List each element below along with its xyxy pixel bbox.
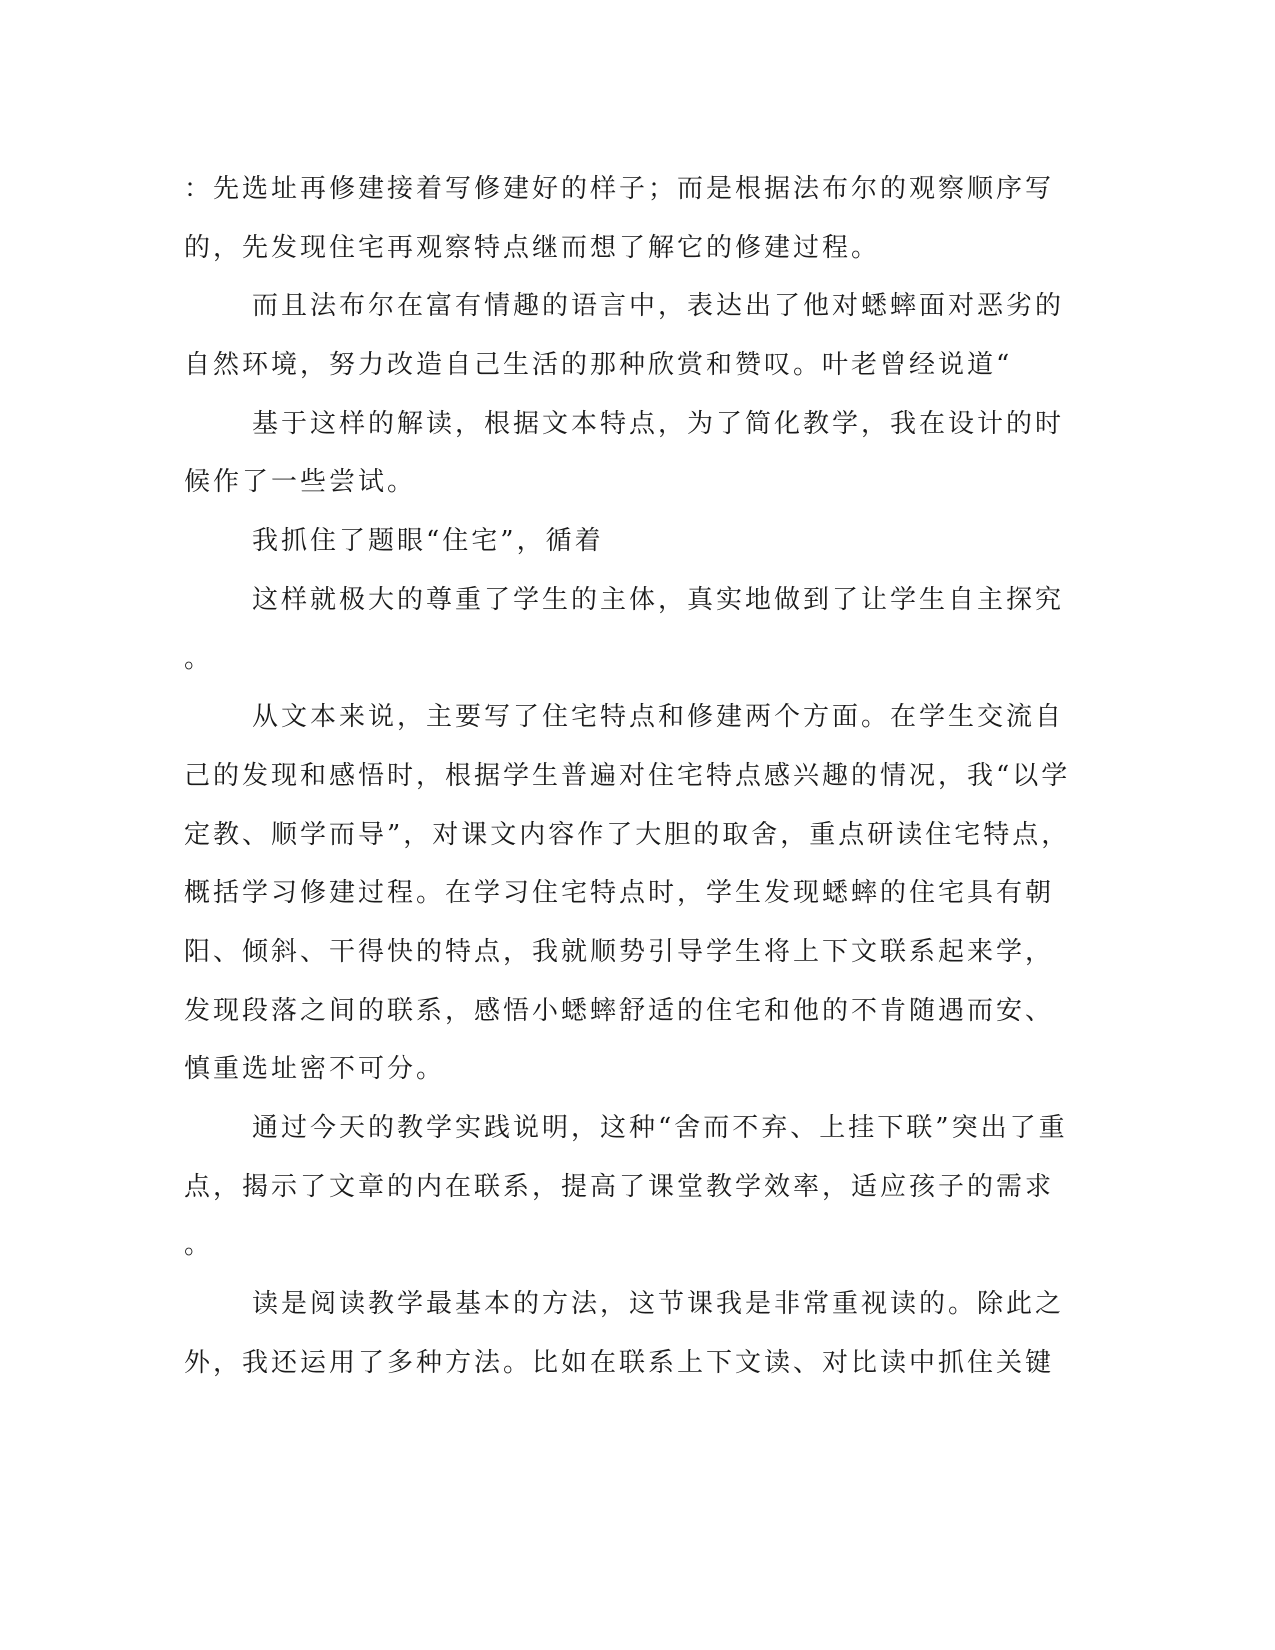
text-line: 概括学习修建过程。在学习住宅特点时，学生发现蟋蟀的住宅具有朝 (184, 878, 1055, 909)
text-line: 。 (184, 1230, 214, 1261)
paragraph-first-line: 这样就极大的尊重了学生的主体，真实地做到了让学生自主探究 (252, 584, 1065, 615)
document-body (184, 160, 1071, 1392)
text-line: 。 (184, 643, 214, 674)
text-line: 自然环境，努力改造自己生活的那种欣赏和赞叹。叶老曾经说道“ (184, 350, 1013, 381)
text-line: 己的发现和感悟时，根据学生普遍对住宅特点感兴趣的情况，我“以学 (184, 760, 1071, 791)
text-line: 发现段落之间的联系，感悟小蟋蟀舒适的住宅和他的不肯随遇而安、 (184, 995, 1055, 1026)
text-line: 点，揭示了文章的内在联系，提高了课堂教学效率，适应孩子的需求 (184, 1171, 1055, 1202)
paragraph-first-line: 读是阅读教学最基本的方法，这节课我是非常重视读的。除此之 (252, 1289, 1065, 1320)
text-line: 阳、倾斜、干得快的特点，我就顺势引导学生将上下文联系起来学， (184, 936, 1055, 967)
text-line: 候作了一些尝试。 (184, 467, 417, 498)
paragraph-first-line: 通过今天的教学实践说明，这种“舍而不弃、上挂下联”突出了重 (252, 1113, 1068, 1143)
paragraph-first-line: 从文本来说，主要写了住宅特点和修建两个方面。在学生交流自 (252, 702, 1065, 733)
text-line: 的，先发现住宅再观察特点继而想了解它的修建过程。 (184, 232, 881, 263)
paragraph-first-line: 而且法布尔在富有情趣的语言中，表达出了他对蟋蟀面对恶劣的 (252, 291, 1065, 322)
paragraph-first-line: 基于这样的解读，根据文本特点，为了简化教学，我在设计的时 (252, 408, 1065, 439)
text-line: 外，我还运用了多种方法。比如在联系上下文读、对比读中抓住关键 (184, 1347, 1055, 1378)
text-line: ：先选址再修建接着写修建好的样子；而是根据法布尔的观察顺序写 (184, 174, 1055, 204)
text-line: 慎重选址密不可分。 (184, 1054, 446, 1085)
text-line: 定教、顺学而导”，对课文内容作了大胆的取舍，重点研读住宅特点， (184, 819, 1071, 850)
paragraph-first-line: 我抓住了题眼“住宅”，循着 (252, 526, 604, 557)
